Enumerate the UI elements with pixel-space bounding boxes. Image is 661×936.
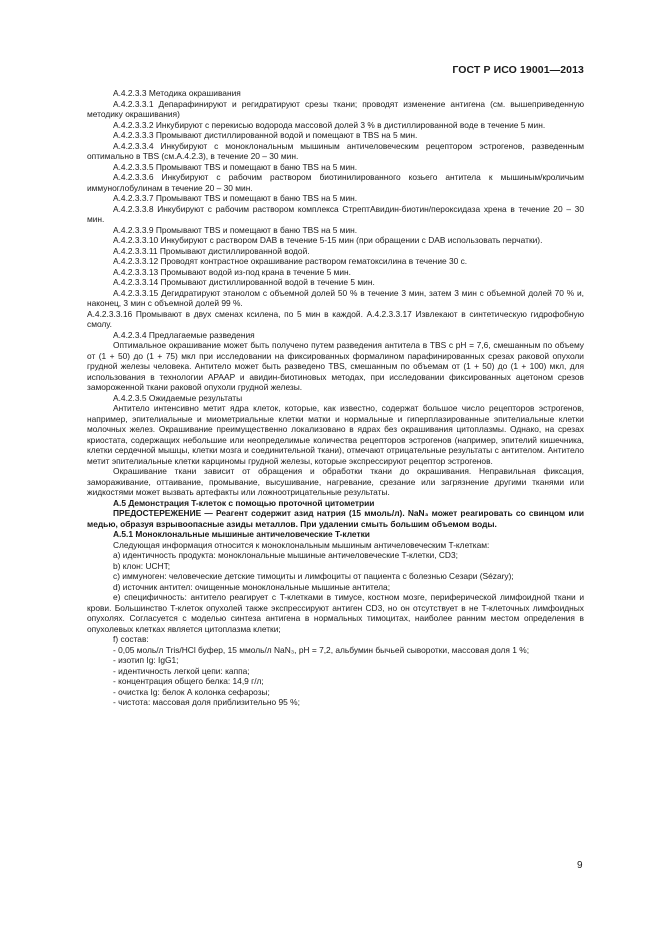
list-item: - 0,05 моль/л Tris/HCl буфер, 15 ммоль/л NaN₃, рН = 7,2, альбумин бычьей сыворотки, массовая доля 1 %; xyxy=(113,644,530,655)
warning-paragraph: ПРЕДОСТЕРЕЖЕНИЕ — Реагент содержит азид натрия (15 ммоль/л). NaN₃ может реагировать со свинцом или медью, образуя взрывоопасные азиды металлов. При удалении смыть большим объемом воды. xyxy=(87,508,584,529)
list-item: с) иммуноген: человеческие детские тимоциты и лимфоциты от пациента с болезнью Сезари (Sézary); xyxy=(113,571,514,581)
paragraph: А.4.2.3.3.11 Промывают дистиллированной водой. xyxy=(113,245,310,256)
paragraph: А.4.2.3.3.5 Промывают TBS и помещают в баню TBS на 5 мин. xyxy=(113,161,358,172)
document-header: ГОСТ Р ИСО 19001—2013 xyxy=(452,64,584,76)
paragraph: А.4.2.3.3.16 Промывают в двух сменах ксилена, по 5 мин в каждой. А.4.2.3.3.17 Извлекают в синтетическую гидрофобную смолу. xyxy=(87,308,584,329)
paragraph: Антитело интенсивно метит ядра клеток, которые, как известно, содержат большое число рецепторов эстрогенов, например, эпителиальные и миометриальные клетки матки и нормальные и гиперплазированные эпителиальные клетки молочных желез. Окрашивание преимущественно локализовано в ядрах без окрашивания цитоплазмы. Однако, на срезах криостата, содержащих небольшие или неопределимые количества рецепторов эстрогенов (например, эпителий кишечника, клетки сердечной мышцы, клетки мозга и соединительной ткани), отмечают отрицательные результаты с антителом. Антитело метит эпителиальные клетки карциномы грудной железы, которые экспрессируют рецептор эстрогенов. xyxy=(87,403,584,466)
section-heading: А.4.2.3.4 Предлагаемые разведения xyxy=(113,329,255,340)
list-item: - идентичность легкой цепи: каппа; xyxy=(113,665,250,676)
section-heading: А.5.1 Моноклональные мышиные античеловеческие T-клетки xyxy=(113,529,370,539)
paragraph: Следующая информация относится к моноклональным мышиным античеловеческим T-клеткам: xyxy=(113,539,490,550)
list-item: d) источник антител: очищенные моноклональные мышиные антитела; xyxy=(113,581,391,592)
paragraph: Оптимальное окрашивание может быть получено путем разведения антитела в TBS с рН = 7,6, смешанным по объему от (1 + 50) до (1 + 75) мкл при исследовании на фиксированных формалином парафинированных срезах раковой опухоли грудной железы человека. Антитело может быть разведено TBS, смешанным по объемам от (1 + 50) до (1 + 100) мкл, для использования в технологии APAAP и авидин-биотиновых методах, при исследовании фиксированных ацетоном срезов замороженной ткани раковой опухоли грудной железы. xyxy=(87,340,584,392)
paragraph: А.4.2.3.3.6 Инкубируют с рабочим раствором биотинилированного козьего антитела к мышиным/кроличьим иммуноглобулинам в течение 20 – 30 мин. xyxy=(87,172,584,193)
list-item: е) специфичность: антитело реагирует с T-клетками в тимусе, костном мозге, периферической лимфоидной ткани и крови. Большинство T-клеток опухолей также экспрессируют антиген CD3, но он отсутствует в не T-клеточных лимфоидных опухолях. Согласуется с моделью синтеза антигена в нормальных тимоцитах, наиболее ранним местом определения в опухолевых клетках является цитоплазма клетки; xyxy=(87,592,584,634)
paragraph: А.4.2.3.3.9 Промывают TBS и помещают в баню TBS на 5 мин. xyxy=(113,224,358,235)
paragraph: А.4.2.3.3.15 Дегидратируют этанолом с объемной долей 50 % в течение 3 мин, затем 3 мин с объемной долей 70 % и, наконец, 3 мин с объемной долей 99 %. xyxy=(87,287,584,308)
paragraph: А.4.2.3.3.1 Депарафинируют и регидратируют срезы ткани; проводят изменение антигена (см. вышеприведенную методику окрашивания) xyxy=(87,98,584,119)
list-item: f) состав: xyxy=(113,634,149,644)
paragraph: А.4.2.3.3 Методика окрашивания xyxy=(113,88,241,98)
list-item: - очистка Ig: белок А колонка сефарозы; xyxy=(113,686,270,697)
paragraph: А.4.2.3.3.8 Инкубируют с рабочим раствором комплекса СтрептАвидин-биотин/пероксидаза хрена в течение 20 – 30 мин. xyxy=(87,203,584,224)
list-item: b) клон: UCHT; xyxy=(113,560,171,571)
paragraph: А.4.2.3.3.12 Проводят контрастное окрашивание раствором гематоксилина в течение 30 с. xyxy=(113,256,468,266)
list-item: - чистота: массовая доля приблизительно 95 %; xyxy=(113,697,300,707)
page-number: 9 xyxy=(577,860,583,871)
paragraph: А.4.2.3.3.14 Промывают дистиллированной водой в течение 5 мин. xyxy=(113,277,375,287)
paragraph: А.4.2.3.3.13 Промывают водой из-под крана в течение 5 мин. xyxy=(113,266,351,277)
paragraph: А.4.2.3.3.4 Инкубируют с моноклональным мышиным античеловеческим рецептором эстрогенов, разведенным оптимально в TBS (см.А.4.2.3), в течение 20 – 30 мин. xyxy=(87,140,584,161)
paragraph: Окрашивание ткани зависит от обращения и обработки ткани до окрашивания. Неправильная фиксация, замораживание, оттаивание, промывание, высушивание, нагревание, срезание или загрязнение другими тканями или жидкостями может вызвать артефакты или ложноотрицательные результаты. xyxy=(87,466,584,497)
paragraph: А.4.2.3.3.7 Промывают TBS и помещают в баню TBS на 5 мин. xyxy=(113,193,358,203)
section-heading: А.5 Демонстрация T-клеток с помощью проточной цитометрии xyxy=(113,497,375,508)
list-item: а) идентичность продукта: моноклональные мышиные античеловеческие T-клетки, CD3; xyxy=(113,550,458,560)
document-body xyxy=(87,88,584,708)
paragraph: А.4.2.3.3.2 Инкубируют с перекисью водорода массовой долей 3 % в дистиллированной воде в течение 5 мин. xyxy=(113,119,546,130)
list-item: - концентрация общего белка: 14,9 г/л; xyxy=(113,676,264,686)
paragraph: А.4.2.3.3.3 Промывают дистиллированной водой и помещают в TBS на 5 мин. xyxy=(113,130,418,140)
paragraph: А.4.2.3.3.10 Инкубируют с раствором DAB в течение 5-15 мин (при обращении с DAB использовать перчатки). xyxy=(113,235,543,245)
list-item: - изотип Ig: IgG1; xyxy=(113,655,179,665)
section-heading: А.4.2.3.5 Ожидаемые результаты xyxy=(113,392,243,403)
